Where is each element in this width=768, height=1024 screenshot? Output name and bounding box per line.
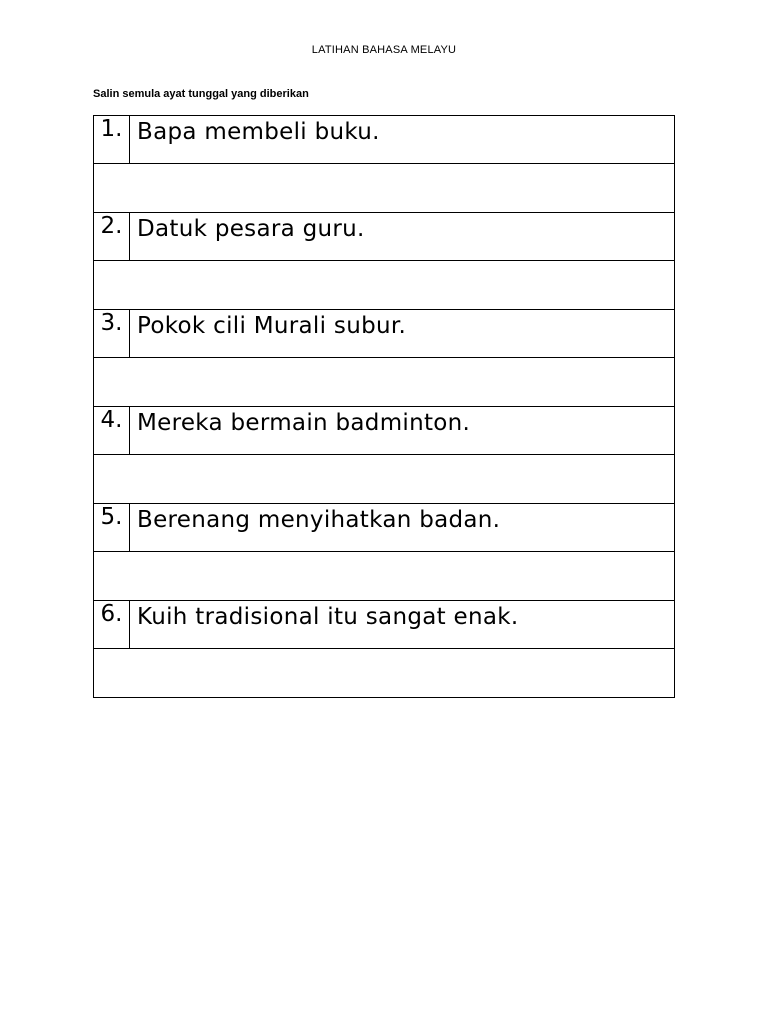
question-sentence: Mereka bermain badminton. xyxy=(130,407,675,455)
answer-row xyxy=(94,164,675,213)
question-sentence: Bapa membeli buku. xyxy=(130,116,675,164)
answer-row xyxy=(94,261,675,310)
answer-space[interactable] xyxy=(94,552,675,601)
question-sentence: Pokok cili Murali subur. xyxy=(130,310,675,358)
question-sentence: Kuih tradisional itu sangat enak. xyxy=(130,601,675,649)
question-row xyxy=(94,504,675,552)
question-number: 6. xyxy=(94,601,130,649)
answer-space[interactable] xyxy=(94,261,675,310)
answer-space[interactable] xyxy=(94,164,675,213)
answer-row xyxy=(94,358,675,407)
page-title: LATIHAN BAHASA MELAYU xyxy=(311,44,457,56)
question-number: 3. xyxy=(94,310,130,358)
question-number: 5. xyxy=(94,504,130,552)
question-number: 4. xyxy=(94,407,130,455)
question-row xyxy=(94,407,675,455)
answer-row xyxy=(94,649,675,698)
question-number: 1. xyxy=(94,116,130,164)
question-row xyxy=(94,601,675,649)
question-row xyxy=(94,310,675,358)
question-sentence: Berenang menyihatkan badan. xyxy=(130,504,675,552)
answer-space[interactable] xyxy=(94,358,675,407)
question-number: 2. xyxy=(94,213,130,261)
answer-row xyxy=(94,552,675,601)
question-sentence: Datuk pesara guru. xyxy=(130,213,675,261)
answer-row xyxy=(94,455,675,504)
answer-space[interactable] xyxy=(94,649,675,698)
question-row xyxy=(94,213,675,261)
exercise-table xyxy=(93,115,675,698)
instruction-text: Salin semula ayat tunggal yang diberikan xyxy=(93,88,309,100)
question-row xyxy=(94,116,675,164)
answer-space[interactable] xyxy=(94,455,675,504)
